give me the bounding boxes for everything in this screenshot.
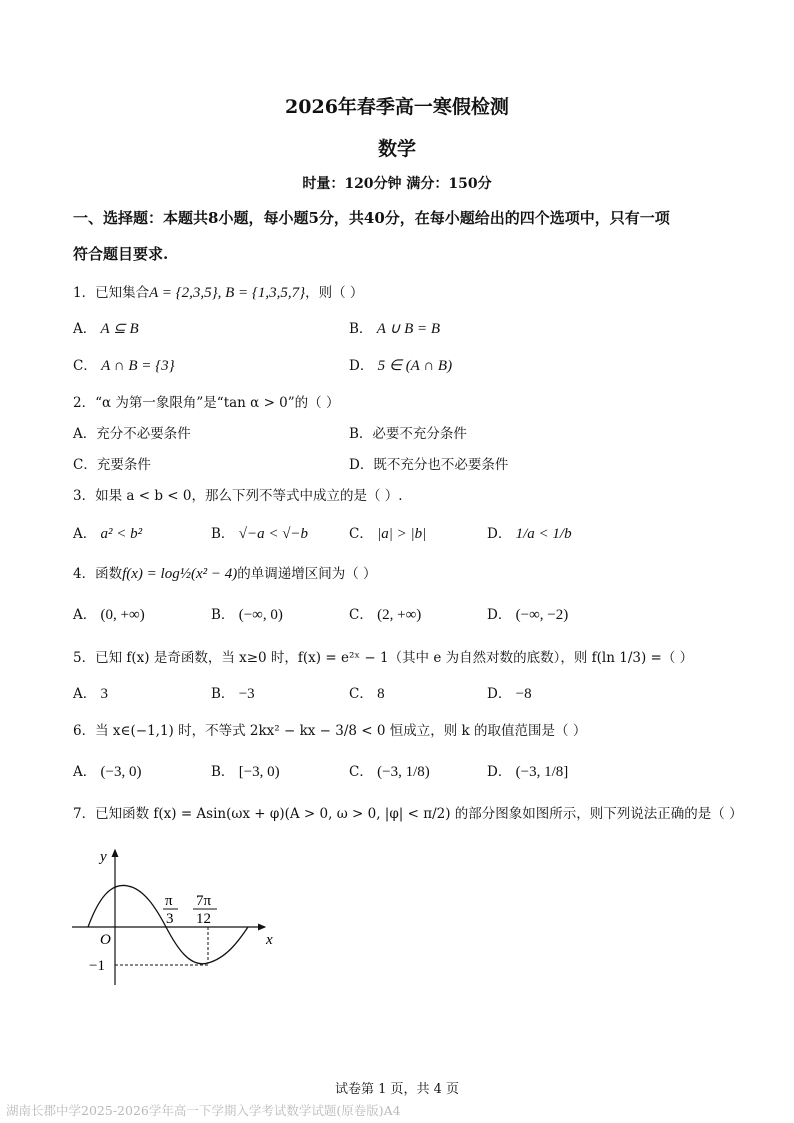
page-number: 试卷第 1 页，共 4 页 (334, 1082, 460, 1097)
q1-option-b (349, 317, 440, 338)
option-label: D． (487, 526, 512, 542)
section-heading-line1: 一、选择题：本题共8小题，每小题5分，共40分，在每小题给出的四个选项中，只有一项 (73, 209, 670, 227)
option-label: C． (349, 526, 373, 542)
q2-option-b (349, 422, 467, 442)
option-label: A． (73, 426, 97, 442)
question-stem: 已知 f(x) 是奇函数，当 x≥0 时，f(x) = e²ˣ − 1（其中 e 为自然对数的底数），则 f(ln 1/3) =（ ） (95, 650, 694, 666)
option-content: (0, +∞) (100, 607, 145, 623)
q4-option-d (487, 603, 568, 624)
option-content: 充分不必要条件 (96, 426, 191, 442)
question-6 (73, 719, 586, 739)
option-label: C． (349, 686, 373, 702)
q4-option-c (349, 603, 421, 624)
option-content: |a| > |b| (377, 526, 427, 542)
option-content: [−3, 0) (238, 764, 280, 780)
q3-option-a (73, 522, 142, 543)
y-tick-minus-one: −1 (89, 958, 105, 974)
q3-option-d (487, 522, 572, 543)
option-label: A． (73, 686, 97, 702)
option-content: 5 ∈ (A ∩ B) (377, 358, 453, 374)
question-number: 6． (73, 723, 96, 739)
x-axis-label: x (266, 932, 273, 948)
option-label: B． (211, 764, 235, 780)
option-label: A． (73, 607, 97, 623)
q6-option-d (487, 760, 568, 781)
watermark-text: 湖南长郡中学2025-2026学年高一下学期入学考试数学试题(原卷版)A4 (6, 1103, 401, 1118)
option-label: C． (73, 457, 97, 473)
question-5 (73, 646, 693, 666)
option-content: 充要条件 (96, 457, 151, 473)
q5-option-a (73, 682, 108, 703)
option-content: 8 (377, 686, 385, 702)
q6-option-b (211, 760, 280, 781)
option-label: B． (211, 607, 235, 623)
q2-option-a (73, 422, 191, 442)
question-number: 7． (73, 806, 96, 822)
question-stem-prefix: 已知集合 (95, 285, 150, 301)
option-content: A ∩ B = {3} (101, 358, 175, 374)
q5-option-d (487, 682, 532, 703)
tick-pi-over-3-denominator: 3 (166, 911, 174, 927)
q3-option-c (349, 522, 426, 543)
exam-title: 2026年春季高一寒假检测 (285, 96, 509, 118)
q6-option-a (73, 760, 142, 781)
option-label: D． (349, 457, 374, 473)
option-content: 既不充分也不必要条件 (373, 457, 509, 473)
option-label: A． (73, 764, 97, 780)
option-content: (−∞, −2) (515, 607, 569, 623)
option-content: A ⊆ B (100, 321, 139, 337)
subject-title: 数学 (377, 138, 416, 160)
option-content: (−3, 1/8) (377, 764, 430, 780)
q1-option-c (73, 354, 175, 375)
q3-option-b (211, 522, 308, 543)
question-4 (73, 562, 377, 583)
q5-option-b (211, 682, 255, 703)
question-stem-math: f(x) = log½(x² − 4) (122, 566, 238, 582)
option-label: D． (487, 764, 512, 780)
sine-graph-figure (60, 840, 290, 990)
question-2 (73, 391, 339, 411)
option-content: (−3, 1/8] (515, 764, 569, 780)
section-heading-line2: 符合题目要求. (73, 245, 169, 263)
question-number: 1． (73, 285, 96, 301)
question-number: 4． (73, 566, 96, 582)
question-number: 2． (73, 395, 96, 411)
option-label: B． (349, 426, 373, 442)
question-number: 5． (73, 650, 96, 666)
question-stem-suffix: 的单调递增区间为（ ） (237, 566, 377, 582)
q5-option-c (349, 682, 385, 703)
question-stem: 当 x∈(−1,1) 时，不等式 2kx² − kx − 3/8 < 0 恒成立，则 k 的取值范围是（ ） (95, 723, 587, 739)
question-stem-math: A = {2,3,5}, B = {1,3,5,7} (149, 285, 306, 301)
option-label: C． (349, 607, 373, 623)
q1-option-d (349, 354, 452, 375)
option-label: C． (349, 764, 373, 780)
option-content: 1/a < 1/b (515, 526, 572, 542)
option-label: D． (487, 686, 512, 702)
option-content: 3 (100, 686, 109, 702)
option-content: −3 (238, 686, 255, 702)
option-label: D． (349, 358, 374, 374)
time-score-line: 时量：120分钟 满分：150分 (302, 176, 492, 192)
option-content: −8 (515, 686, 532, 702)
option-label: A． (73, 321, 97, 337)
question-7 (73, 802, 743, 822)
q4-option-a (73, 603, 145, 624)
option-content: A ∪ B = B (376, 321, 441, 337)
question-stem-suffix: ，则（ ） (305, 285, 364, 301)
question-stem: 已知函数 f(x) = Asin(ωx + φ)(A > 0, ω > 0, |φ| < π/2) 的部分图象如图所示，则下列说法正确的是（ ） (95, 806, 743, 822)
option-label: B． (211, 686, 235, 702)
y-axis-label: y (100, 849, 107, 865)
option-content: 必要不充分条件 (372, 426, 467, 442)
option-label: B． (349, 321, 373, 337)
tick-7pi-over-12-denominator: 12 (196, 911, 211, 927)
option-label: B． (211, 526, 235, 542)
q4-option-b (211, 603, 283, 624)
question-1 (73, 281, 363, 302)
option-content: a² < b² (100, 526, 143, 542)
question-3 (73, 484, 403, 504)
option-content: (−∞, 0) (238, 607, 283, 623)
option-content: (2, +∞) (377, 607, 422, 623)
q2-option-d (349, 453, 508, 473)
option-content: √−a < √−b (238, 526, 309, 542)
tick-7pi-over-12-numerator: 7π (196, 893, 212, 909)
tick-pi-over-3-numerator: π (165, 893, 173, 909)
question-stem: 如果 a < b < 0，那么下列不等式中成立的是（ ）. (95, 488, 403, 504)
option-label: A． (73, 526, 97, 542)
option-content: (−3, 0) (100, 764, 142, 780)
option-label: C． (73, 358, 97, 374)
question-stem: “α 为第一象限角”是“tan α > 0”的（ ） (95, 395, 340, 411)
option-label: D． (487, 607, 512, 623)
origin-label: O (100, 932, 111, 948)
q6-option-c (349, 760, 430, 781)
question-stem-prefix: 函数 (95, 566, 123, 582)
q2-option-c (73, 453, 151, 473)
question-number: 3． (73, 488, 96, 504)
q1-option-a (73, 317, 139, 338)
